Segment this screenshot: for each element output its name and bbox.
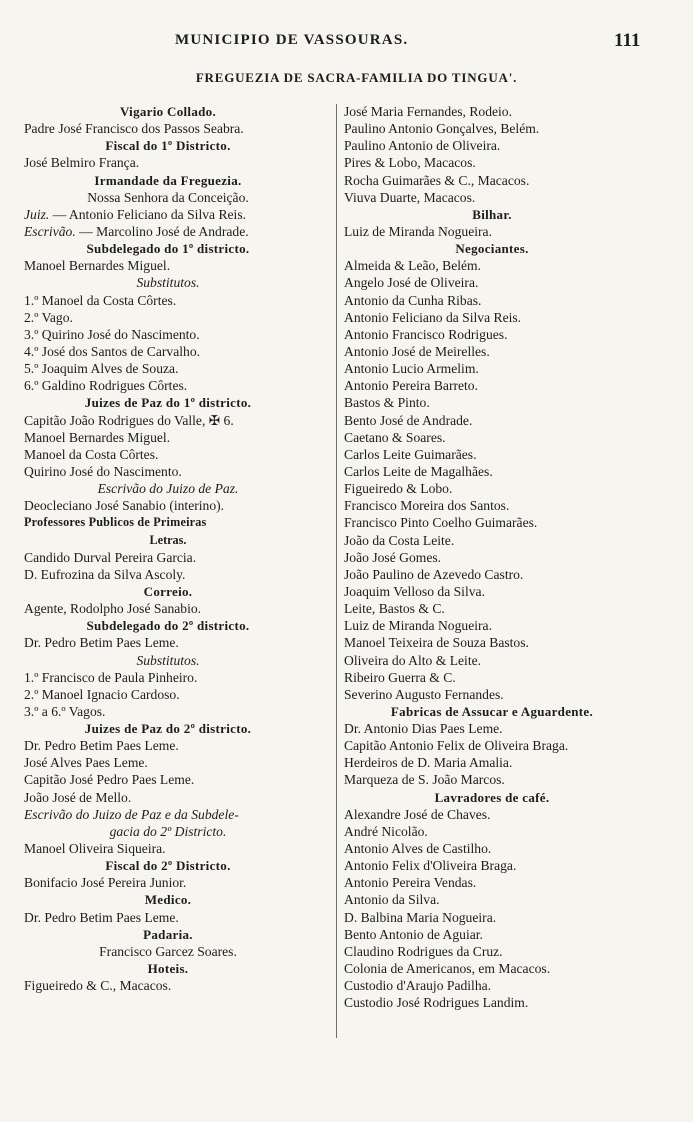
- list-item: Antonio Lucio Armelim.: [344, 361, 479, 377]
- left-column: [24, 103, 312, 994]
- list-item: Padre José Francisco dos Passos Seabra.: [24, 121, 244, 137]
- list-item: Dr. Pedro Betim Paes Leme.: [24, 635, 179, 651]
- section-heading: Medico.: [144, 892, 192, 908]
- list-item: Dr. Pedro Betim Paes Leme.: [24, 909, 179, 925]
- list-item: Bento Antonio de Aguiar.: [344, 926, 483, 942]
- list-item: Bento José de Andrade.: [344, 412, 473, 428]
- section-heading: Correio.: [143, 583, 193, 599]
- list-item: Paulino Antonio de Oliveira.: [344, 138, 501, 154]
- section-heading: Negociantes.: [455, 241, 529, 257]
- list-item: Manoel Bernardes Miguel.: [24, 258, 171, 274]
- list-item: Rocha Guimarães & C., Macacos.: [344, 172, 530, 188]
- list-item: D. Eufrozina da Silva Ascoly.: [24, 566, 186, 582]
- list-item: Francisco Garcez Soares.: [99, 943, 237, 959]
- list-item: Antonio da Cunha Ribas.: [344, 292, 482, 308]
- list-item: Bastos & Pinto.: [344, 395, 430, 411]
- list-item: Pires & Lobo, Macacos.: [344, 155, 476, 171]
- list-item: Angelo José de Oliveira.: [344, 275, 479, 291]
- section-heading: Bilhar.: [472, 206, 512, 222]
- section-heading: Juizes de Paz do 2º districto.: [84, 721, 252, 737]
- list-item: Antonio Pereira Vendas.: [344, 875, 477, 891]
- list-item: Antonio Feliciano da Silva Reis.: [344, 309, 522, 325]
- list-item: Quirino José do Nascimento.: [24, 463, 182, 479]
- subheading: Escrivão do Juizo de Paz.: [97, 481, 239, 497]
- list-item: Antonio Pereira Barreto.: [344, 378, 479, 394]
- list-item: 6.º Galdino Rodrigues Côrtes.: [24, 378, 188, 394]
- section-heading: Fiscal do 2º Districto.: [105, 858, 231, 874]
- list-item: Marqueza de S. João Marcos.: [344, 772, 505, 788]
- list-item: Leite, Bastos & C.: [344, 601, 445, 617]
- list-item: Dr. Pedro Betim Paes Leme.: [24, 738, 179, 754]
- list-item: André Nicolão.: [344, 823, 428, 839]
- list-item: Manoel Teixeira de Souza Bastos.: [344, 635, 529, 651]
- list-item: Claudino Rodrigues da Cruz.: [344, 943, 503, 959]
- list-item: Joaquim Velloso da Silva.: [344, 583, 485, 599]
- list-item: Almeida & Leão, Belém.: [344, 258, 482, 274]
- entry-text: — Marcolino José de Andrade.: [75, 223, 249, 239]
- list-item: Capitão José Pedro Paes Leme.: [24, 772, 195, 788]
- section-heading: Professores Publicos de Primeiras: [24, 515, 207, 530]
- list-item: Caetano & Soares.: [344, 429, 446, 445]
- list-item: Capitão João Rodrigues do Valle, ✠ 6.: [24, 412, 234, 428]
- list-item: Severino Augusto Fernandes.: [344, 686, 504, 702]
- right-column: [344, 103, 640, 1011]
- entry-label: Escrivão.: [24, 223, 76, 239]
- list-item: 1.º Francisco de Paula Pinheiro.: [24, 669, 198, 685]
- list-item: João Paulino de Azevedo Castro.: [344, 566, 524, 582]
- list-item: 2.º Vago.: [24, 309, 73, 325]
- list-item: Antonio Felix d'Oliveira Braga.: [344, 858, 517, 874]
- list-item: Luiz de Miranda Nogueira.: [344, 618, 492, 634]
- list-item: Agente, Rodolpho José Sanabio.: [24, 601, 202, 617]
- subheading: Escrivão do Juizo de Paz e da Subdele-: [24, 806, 239, 822]
- section-heading: Irmandade da Freguezia.: [94, 172, 242, 188]
- list-item: José Alves Paes Leme.: [24, 755, 148, 771]
- list-item: 1.º Manoel da Costa Côrtes.: [24, 292, 177, 308]
- list-item: Antonio Alves de Castilho.: [344, 841, 492, 857]
- list-item: Dr. Antonio Dias Paes Leme.: [344, 721, 503, 737]
- section-heading: Subdelegado do 1º districto.: [86, 241, 250, 257]
- section-title: FREGUEZIA DE SACRA-FAMILIA DO TINGUA'.: [195, 70, 518, 85]
- list-item: 4.º José dos Santos de Carvalho.: [24, 343, 201, 359]
- list-item: Ribeiro Guerra & C.: [344, 669, 456, 685]
- list-item: Figueiredo & C., Macacos.: [24, 978, 172, 994]
- list-item: Capitão Antonio Felix de Oliveira Braga.: [344, 738, 569, 754]
- list-item: Francisco Pinto Coelho Guimarães.: [344, 515, 538, 531]
- list-item: Nossa Senhora da Conceição.: [87, 189, 249, 205]
- list-item: 5.º Joaquim Alves de Souza.: [24, 361, 179, 377]
- list-item: Luiz de Miranda Nogueira.: [344, 223, 492, 239]
- list-item: Antonio da Silva.: [344, 892, 440, 908]
- list-item: João José Gomes.: [344, 549, 442, 565]
- list-item: Colonia de Americanos, em Macacos.: [344, 961, 551, 977]
- section-heading: Fabricas de Assucar e Aguardente.: [390, 703, 594, 719]
- list-item: João José de Mello.: [24, 789, 132, 805]
- list-item: Viuva Duarte, Macacos.: [344, 189, 476, 205]
- list-item: Deocleciano José Sanabio (interino).: [24, 498, 225, 514]
- section-heading: Hoteis.: [147, 961, 189, 977]
- section-heading: Subdelegado do 2º districto.: [86, 618, 250, 634]
- labeled-entry: [24, 223, 312, 240]
- list-item: 3.º a 6.º Vagos.: [24, 703, 106, 719]
- list-item: Oliveira do Alto & Leite.: [344, 652, 482, 668]
- list-item: José Belmiro França.: [24, 155, 140, 171]
- list-item: João da Costa Leite.: [344, 532, 455, 548]
- column-divider: [336, 104, 337, 1038]
- list-item: Herdeiros de D. Maria Amalia.: [344, 755, 513, 771]
- entry-text: — Antonio Feliciano da Silva Reis.: [49, 206, 247, 222]
- list-item: Custodio José Rodrigues Landim.: [344, 995, 529, 1011]
- list-item: Antonio José de Meirelles.: [344, 343, 490, 359]
- running-title: MUNICIPIO DE VASSOURAS.: [175, 32, 409, 48]
- list-item: Candido Durval Pereira Garcia.: [24, 549, 197, 565]
- list-item: Manoel da Costa Côrtes.: [24, 446, 159, 462]
- list-item: Antonio Francisco Rodrigues.: [344, 326, 508, 342]
- page-header: [0, 30, 693, 54]
- section-heading: Vigario Collado.: [119, 104, 217, 119]
- list-item: 3.º Quirino José do Nascimento.: [24, 326, 200, 342]
- entry-label: Juiz.: [24, 206, 50, 222]
- list-item: Francisco Moreira dos Santos.: [344, 498, 510, 514]
- list-item: Manoel Oliveira Siqueira.: [24, 841, 166, 857]
- section-heading: Juizes de Paz do 1º districto.: [84, 395, 252, 411]
- section-heading: Fiscal do 1º Districto.: [105, 138, 231, 154]
- list-item: 2.º Manoel Ignacio Cardoso.: [24, 686, 180, 702]
- subheading: Substitutos.: [136, 275, 200, 291]
- labeled-entry: [24, 206, 312, 223]
- section-heading: Lavradores de café.: [434, 789, 550, 805]
- page-number: 111: [614, 30, 641, 51]
- list-item: Manoel Bernardes Miguel.: [24, 429, 171, 445]
- list-item: Paulino Antonio Gonçalves, Belém.: [344, 121, 540, 137]
- subheading: Substitutos.: [136, 652, 200, 668]
- subheading: gacia do 2º Districto.: [109, 823, 227, 839]
- list-item: Carlos Leite Guimarães.: [344, 446, 477, 462]
- list-item: José Maria Fernandes, Rodeio.: [344, 104, 512, 119]
- list-item: Bonifacio José Pereira Junior.: [24, 875, 187, 891]
- list-item: Alexandre José de Chaves.: [344, 806, 491, 822]
- list-item: Custodio d'Araujo Padilha.: [344, 978, 492, 994]
- list-item: D. Balbina Maria Nogueira.: [344, 909, 497, 925]
- list-item: Figueiredo & Lobo.: [344, 481, 453, 497]
- section-heading: Padaria.: [143, 926, 193, 942]
- list-item: Carlos Leite de Magalhães.: [344, 463, 493, 479]
- section-heading-continuation: Letras.: [149, 532, 187, 547]
